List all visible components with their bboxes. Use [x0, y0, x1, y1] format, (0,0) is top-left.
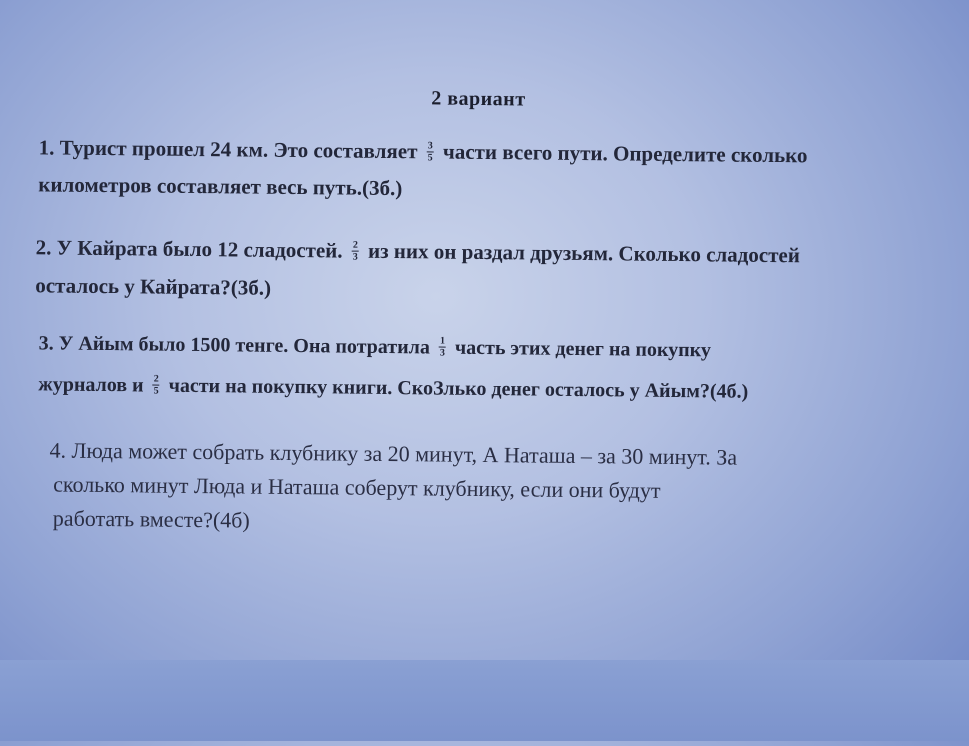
problem-1-line-1: [39, 135, 808, 169]
problem-4-line-3: работать вместе?(4б): [52, 505, 250, 533]
fraction-denominator: 5: [153, 385, 159, 397]
problem-3-fraction-1: [439, 335, 446, 358]
problem-1-fraction: [427, 140, 434, 163]
problem-4-line-1: 4. Люда может собрать клубнику за 20 минут, А Наташа – за 30 минут. За: [49, 437, 738, 470]
problem-3-text-a: 3. У Айым было 1500 тенге. Она потратила: [38, 332, 431, 359]
problem-3-text-b: часть этих денег на покупку: [454, 336, 712, 362]
problem-2-fraction: [352, 239, 359, 262]
problem-1-text-b: части всего пути. Определите сколько: [442, 139, 808, 168]
fraction-denominator: 3: [439, 347, 445, 359]
problem-3-text-d: части на покупку книги. СкоЗлько денег осталось у Айым?(4б.): [168, 374, 749, 403]
problem-2-text-a: 2. У Кайрата было 12 сладостей.: [35, 235, 343, 263]
problem-2-text-b: из них он раздал друзьям. Сколько сладостей: [367, 238, 801, 268]
photo-bottom-edge: [0, 660, 969, 741]
fraction-numerator: 3: [427, 140, 433, 152]
fraction-denominator: 3: [352, 251, 358, 263]
problem-3-line-2: [38, 373, 748, 404]
problem-2-line-1: [36, 235, 800, 269]
problem-4-line-2: сколько минут Люда и Наташа соберут клубнику, если они будут: [53, 471, 661, 503]
problem-1-line-2: километров составляет весь путь.(3б.): [38, 172, 403, 201]
problem-1-text-a: 1. Турист прошел 24 км. Это составляет: [38, 135, 418, 164]
variant-title: 2 вариант: [431, 87, 526, 111]
problem-3-line-1: [39, 332, 712, 363]
problem-2-line-2: осталось у Кайрата?(3б.): [35, 273, 272, 300]
fraction-numerator: 2: [352, 239, 358, 251]
fraction-numerator: 2: [153, 373, 159, 385]
problem-3-fraction-2: [153, 373, 160, 396]
fraction-numerator: 1: [439, 335, 446, 347]
problem-3-text-c: журналов и: [38, 373, 144, 397]
fraction-denominator: 5: [427, 152, 433, 164]
